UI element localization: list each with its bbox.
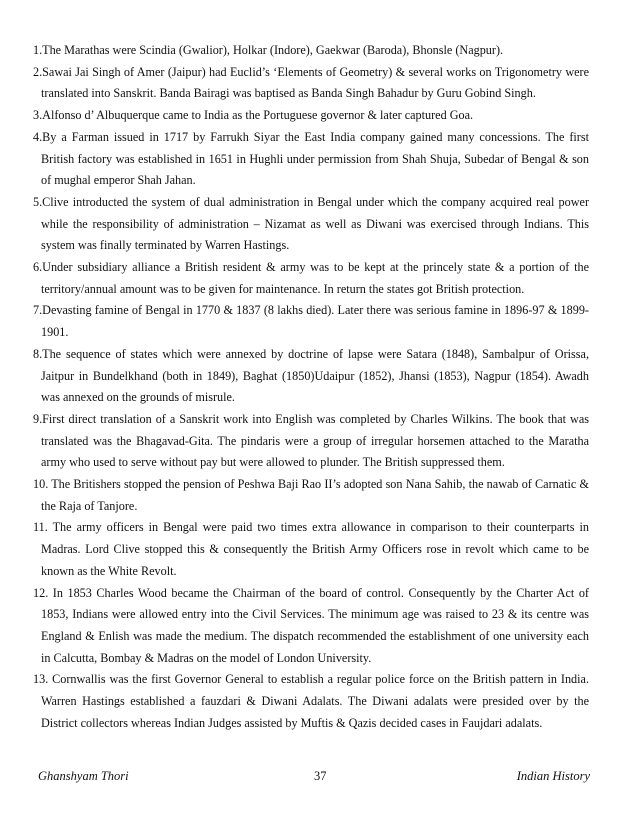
list-item: 13. Cornwallis was the first Governor General to establish a regular police force on the British pattern in India. Warren Hastings established a fauzdari & Diwani Adalats. The Diwani adalats were presided over by the District collectors whereas Indian Judges assisted by Muftis & Qazis decided cases in Faujdari adalats. [33, 672, 589, 730]
footer-subject: Indian History [516, 769, 590, 783]
list-item: 4.By a Farman issued in 1717 by Farrukh Siyar the East India company gained many concessions. The first British factory was established in 1651 in Hughli under permission from Shah Shuja, Subedar of Bengal & son of mughal emperor Shah Jahan. [33, 129, 589, 188]
footer-author: Ghanshyam Thori [38, 769, 129, 783]
list-item: 9.First direct translation of a Sanskrit work into English was completed by Charles Wilkins. The book that was translated was the Bhagavad-Gita. The pindaris were a group of irregular horsemen attached to the Maratha army who used to serve without pay but were allowed to plunder. The British suppressed them. [33, 411, 589, 470]
list-item: 5.Clive introducted the system of dual administration in Bengal under which the company acquired real power while the responsibility of administration – Nizamat as well as Diwani was exercised through Indians. This system was finally terminated by Warren Hastings. [33, 194, 589, 253]
list-item: 11. The army officers in Bengal were paid two times extra allowance in comparison to their counterparts in Madras. Lord Clive stopped this & consequently the British Army Officers rose in revolt which came to be known as the White Revolt. [33, 520, 589, 578]
list-item: 12. In 1853 Charles Wood became the Chairman of the board of control. Consequently by the Charter Act of 1853, Indians were allowed entry into the Civil Services. The minimum age was raised to 23 & its centre was England & Enlish was made the medium. The dispatch recommended the establishment of one university each in Calcutta, Bombay & Madras on the model of London University. [33, 585, 589, 665]
list-item: 7.Devasting famine of Bengal in 1770 & 1837 (8 lakhs died). Later there was serious famine in 1896-97 & 1899-1901. [33, 303, 589, 340]
list-item: 2.Sawai Jai Singh of Amer (Jaipur) had Euclid’s ‘Elements of Geometry) & several works on Trigonometry were translated into Sanskrit. Banda Bairagi was baptised as Banda Singh Bahadur by Guru Gobind Singh. [33, 64, 589, 101]
list-item: 10. The Britishers stopped the pension of Peshwa Baji Rao II’s adopted son Nana Sahib, the nawab of Carnatic & the Raja of Tanjore. [33, 477, 589, 513]
list-item: 6.Under subsidiary alliance a British resident & army was to be kept at the princely state & a portion of the territory/annual amount was to be given for maintenance. In return the states got British protection. [33, 260, 589, 296]
page-footer [38, 769, 590, 787]
list-item: 8.The sequence of states which were annexed by doctrine of lapse were Satara (1848), Sambalpur of Orissa, Jaitpur in Bundelkhand (both in 1849), Baghat (1850)Udaipur (1852), Jhansi (1853), Nagpur (1854). Awadh was annexed on the grounds of misrule. [33, 346, 589, 405]
list-item: 1.The Marathas were Scindia (Gwalior), Holkar (Indore), Gaekwar (Baroda), Bhonsle (Nagpur). [33, 43, 504, 57]
body-text [33, 40, 589, 735]
list-item: 3.Alfonso d’ Albuquerque came to India as the Portuguese governor & later captured Goa. [33, 108, 474, 123]
footer-page-number: 37 [314, 769, 327, 783]
